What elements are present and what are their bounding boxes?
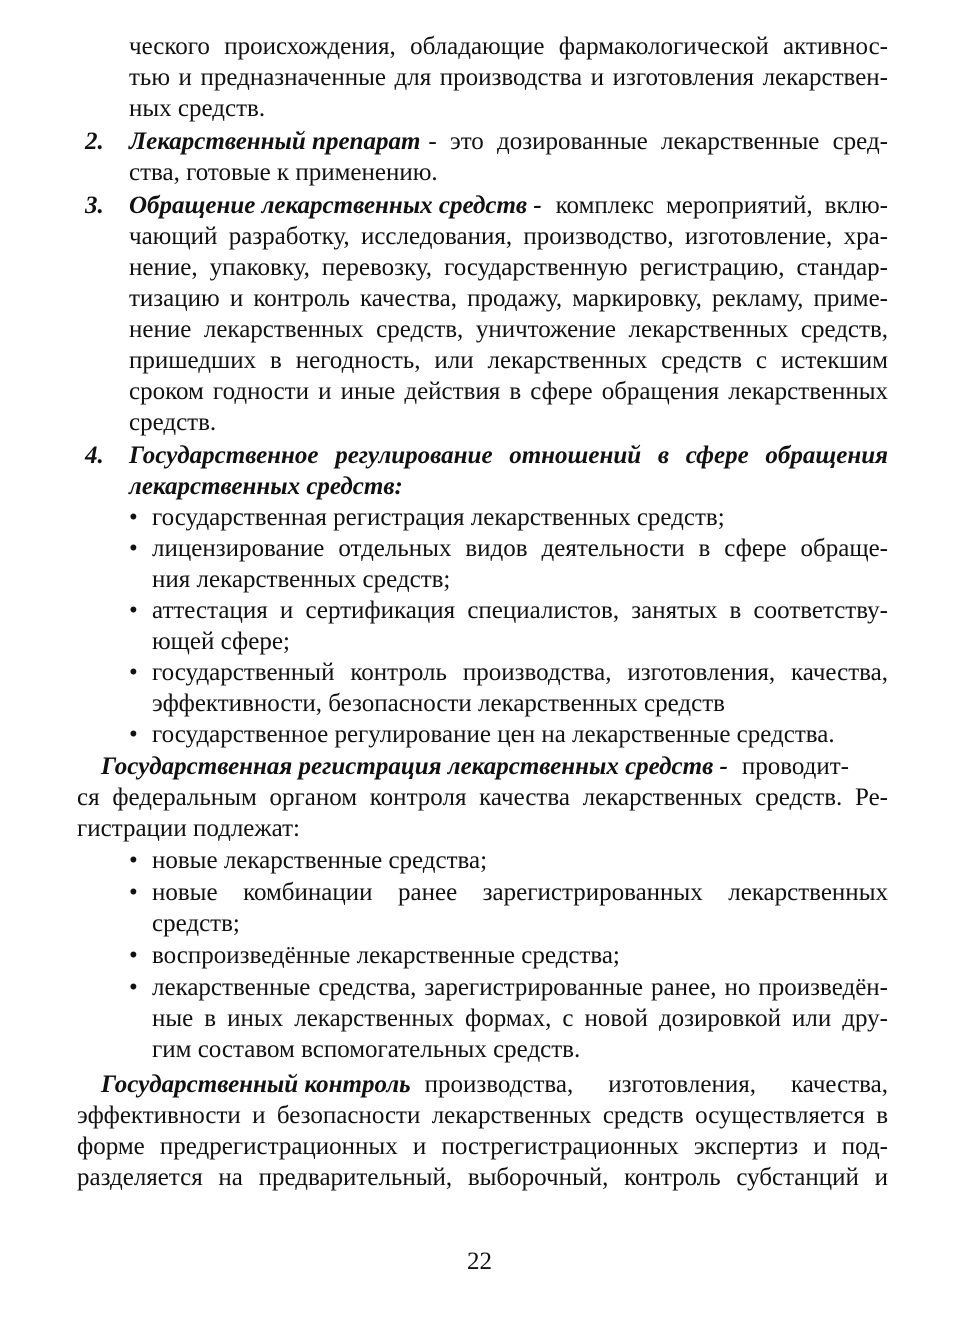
registration-line-1 xyxy=(101,751,888,782)
bullet-marker: • xyxy=(129,879,138,906)
item-3-line-8: средств. xyxy=(129,409,217,436)
item-3-line-2: чающий разработку, исследования, производство, изготовление, хра- xyxy=(129,223,888,250)
control-term: Государственный контроль xyxy=(101,1071,411,1098)
intro-line-1: ческого происхождения, обладающие фармакологической активнос- xyxy=(129,33,888,60)
item-2-definition-start: - это дозированные лекарственные сред- xyxy=(428,128,888,155)
item-3-line-5: нение лекарственных средств, уничтожение лекарственных средств, xyxy=(129,316,888,343)
item-3-line-4: тизацию и контроль качества, продажу, маркировку, рекламу, приме- xyxy=(129,285,888,312)
item-3-term: Обращение лекарственных средств - xyxy=(129,192,542,219)
bullet-marker: • xyxy=(129,597,138,624)
control-line-2: эффективности и безопасности лекарственных средств осуществляется в xyxy=(77,1102,888,1129)
registration-bullet-4-line-1: лекарственные средства, зарегистрированные ранее, но произведён- xyxy=(152,974,888,1001)
bullet-marker: • xyxy=(129,504,138,531)
item-4-bullet-3-line-1: аттестация и сертификация специалистов, занятых в соответству- xyxy=(152,597,888,624)
item-3-number: 3. xyxy=(85,192,104,219)
item-3-definition-start: комплекс мероприятий, вклю- xyxy=(555,192,888,219)
item-3-line-3: нение, упаковку, перевозку, государственную регистрацию, стандар- xyxy=(129,254,888,281)
item-2-number: 2. xyxy=(85,128,104,155)
registration-text-start: проводит- xyxy=(741,753,849,780)
bullet-marker: • xyxy=(129,847,138,874)
item-4-bullet-1: государственная регистрация лекарственных средств; xyxy=(152,504,725,531)
registration-bullet-2-line-1: новые комбинации ранее зарегистрированных лекарственных xyxy=(152,879,888,906)
bullet-marker: • xyxy=(129,721,138,748)
item-4-bullet-4-line-1: государственный контроль производства, изготовления, качества, xyxy=(152,659,888,686)
item-4-number: 4. xyxy=(85,442,104,469)
registration-term: Государственная регистрация лекарственных средств - xyxy=(101,753,728,780)
item-4-heading-line-1: Государственное регулирование отношений в сфере обращения xyxy=(129,442,888,469)
intro-line-2: тью и предназначенные для производства и изготовления лекарствен- xyxy=(129,64,888,91)
page-number: 22 xyxy=(467,1248,492,1275)
item-4-bullet-3-line-2: ющей сфере; xyxy=(152,628,290,655)
item-4-bullet-5: государственное регулирование цен на лекарственные средства. xyxy=(152,721,835,748)
registration-bullet-4-line-2: ные в иных лекарственных формах, с новой дозировкой или дру- xyxy=(152,1005,888,1032)
item-3-line-7: сроком годности и иные действия в сфере обращения лекарственных xyxy=(129,378,888,405)
intro-line-3: ных средств. xyxy=(129,95,266,122)
control-text-start: производства, изготовления, качества, xyxy=(424,1071,888,1098)
registration-line-2: ся федеральным органом контроля качества лекарственных средств. Ре- xyxy=(77,784,888,811)
control-line-3: форме предрегистрационных и пострегистрационных экспертиз и под- xyxy=(77,1133,888,1160)
registration-bullet-4-line-3: гим составом вспомогательных средств. xyxy=(152,1036,581,1063)
item-4-bullet-2-line-2: ния лекарственных средств; xyxy=(152,566,451,593)
item-4-bullet-4-line-2: эффективности, безопасности лекарственных средств xyxy=(152,690,725,717)
item-2-line-1 xyxy=(129,126,888,157)
bullet-marker: • xyxy=(129,942,138,969)
bullet-marker: • xyxy=(129,974,138,1001)
registration-bullet-3: воспроизведённые лекарственные средства; xyxy=(152,942,620,969)
item-4-heading-line-2: лекарственных средств: xyxy=(129,473,403,500)
item-4-bullet-2-line-1: лицензирование отдельных видов деятельности в сфере обраще- xyxy=(152,535,888,562)
item-2-line-2: ства, готовые к применению. xyxy=(129,159,438,186)
item-3-line-1 xyxy=(129,190,888,221)
item-2-term: Лекарственный препарат xyxy=(129,128,421,155)
item-3-line-6: пришедших в негодность, или лекарственных средств с истекшим xyxy=(129,347,888,374)
control-line-4: разделяется на предварительный, выборочный, контроль субстанций и xyxy=(77,1164,888,1191)
control-line-1 xyxy=(101,1069,888,1100)
registration-line-3: гистрации подлежат: xyxy=(77,815,300,842)
bullet-marker: • xyxy=(129,535,138,562)
bullet-marker: • xyxy=(129,659,138,686)
registration-bullet-2-line-2: средств; xyxy=(152,910,240,937)
registration-bullet-1: новые лекарственные средства; xyxy=(152,847,488,874)
